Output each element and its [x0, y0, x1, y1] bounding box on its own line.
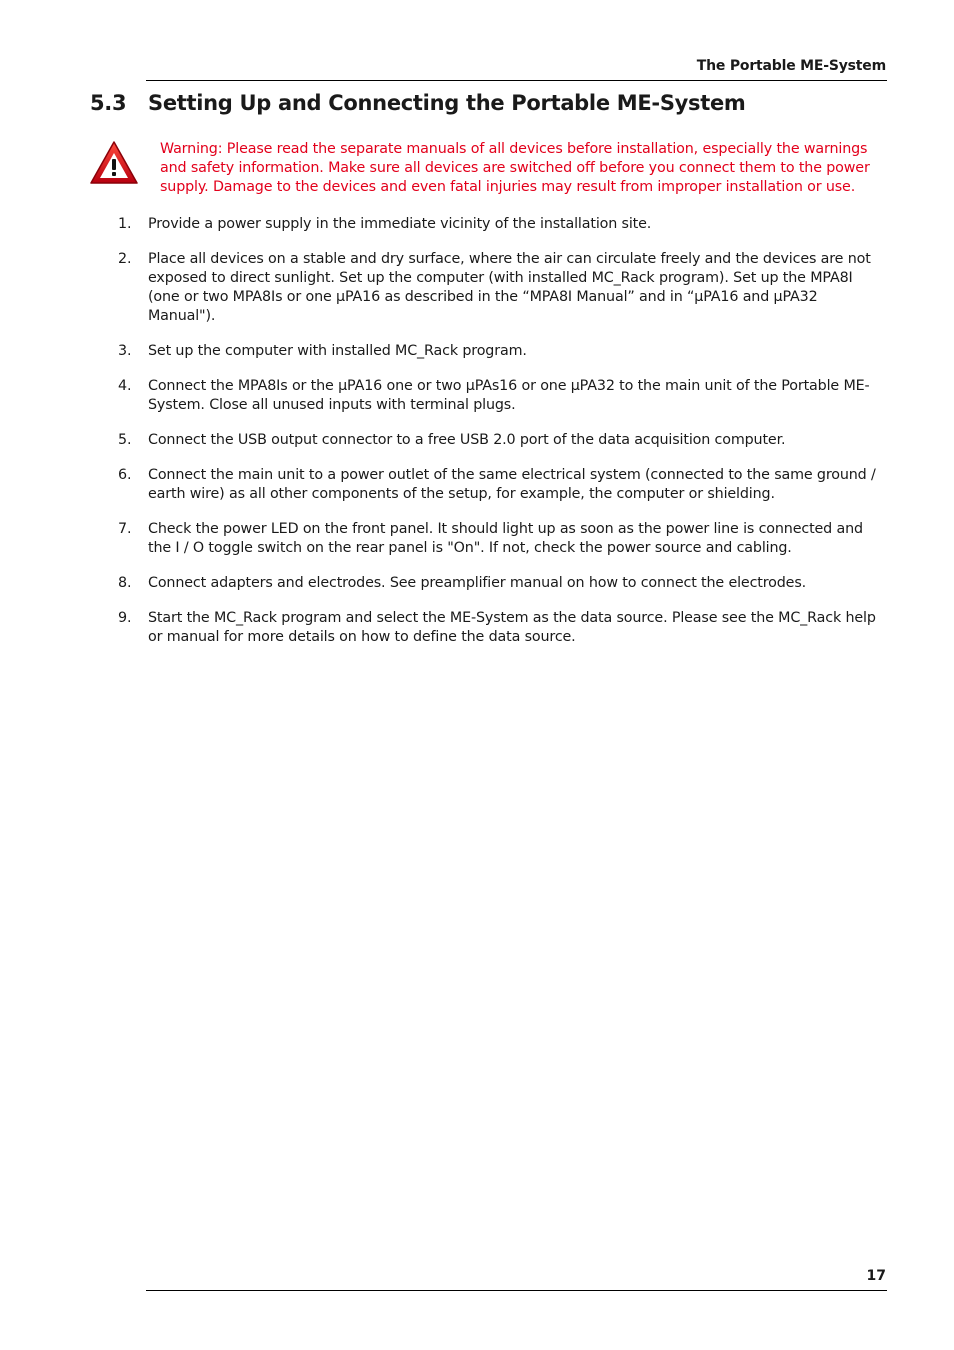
step-number: 9.	[118, 610, 132, 626]
list-item	[118, 609, 878, 647]
list-item	[118, 574, 878, 593]
section-number: 5.3	[90, 91, 127, 115]
list-item	[118, 377, 878, 415]
header-rule	[146, 80, 887, 81]
footer-rule	[146, 1290, 887, 1291]
list-item	[118, 215, 878, 234]
step-number: 3.	[118, 343, 132, 359]
warning-triangle-icon	[89, 140, 139, 186]
list-item	[118, 342, 878, 361]
step-number: 6.	[118, 467, 132, 483]
setup-steps-list	[118, 215, 878, 663]
page-number: 17	[866, 1268, 886, 1284]
step-text: Place all devices on a stable and dry surface, where the air can circulate freely and the devices are not exposed to direct sunlight. Set up the computer (with installed MC_Rack program). Set up the MPA8I (one or two MPA8Is or one µPA16 as described in the “MPA8I Manual” and in “µPA16 and µPA32 Manual").	[148, 251, 871, 324]
step-number: 7.	[118, 521, 132, 537]
section-title: Setting Up and Connecting the Portable ME-System	[148, 91, 746, 115]
step-text: Set up the computer with installed MC_Rack program.	[148, 343, 527, 359]
step-text: Start the MC_Rack program and select the ME-System as the data source. Please see the MC_Rack help or manual for more details on how to define the data source.	[148, 610, 876, 645]
step-text: Connect adapters and electrodes. See preamplifier manual on how to connect the electrodes.	[148, 575, 807, 591]
step-number: 8.	[118, 575, 132, 591]
section-heading	[90, 91, 746, 115]
step-text: Connect the MPA8Is or the µPA16 one or two µPAs16 or one µPA32 to the main unit of the Portable ME-System. Close all unused inputs with terminal plugs.	[148, 378, 870, 413]
warning-text: Warning: Please read the separate manuals of all devices before installation, especially the warnings and safety information. Make sure all devices are switched off before you connect them to the power supply. Damage to the devices and even fatal injuries may result from improper installation or use.	[160, 141, 870, 195]
step-text: Check the power LED on the front panel. It should light up as soon as the power line is connected and the I / O toggle switch on the rear panel is "On". If not, check the power source and cabling.	[148, 521, 863, 556]
step-number: 2.	[118, 251, 132, 267]
list-item	[118, 520, 878, 558]
step-text: Connect the USB output connector to a free USB 2.0 port of the data acquisition computer.	[148, 432, 786, 448]
list-item	[118, 466, 878, 504]
running-header: The Portable ME-System	[696, 58, 886, 74]
step-number: 4.	[118, 378, 132, 394]
step-number: 5.	[118, 432, 132, 448]
list-item	[118, 431, 878, 450]
step-number: 1.	[118, 216, 132, 232]
step-text: Connect the main unit to a power outlet of the same electrical system (connected to the same ground / earth wire) as all other components of the setup, for example, the computer or shielding.	[148, 467, 876, 502]
step-text: Provide a power supply in the immediate vicinity of the installation site.	[148, 216, 652, 232]
list-item	[118, 250, 878, 326]
